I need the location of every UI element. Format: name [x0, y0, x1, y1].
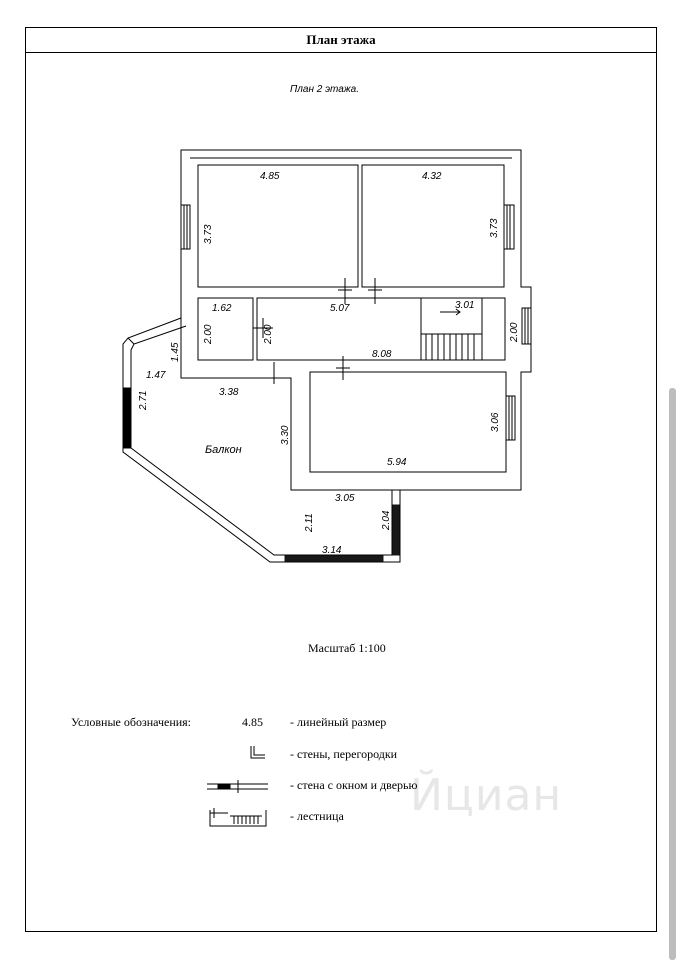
legend-title: Условные обозначения:: [71, 715, 192, 729]
dim-label: 3.01: [455, 300, 475, 311]
dim-label: 2.04: [381, 510, 392, 530]
dim-label: 3.73: [203, 224, 214, 244]
stairs-icon: [210, 808, 266, 826]
dim-label: 4.85: [260, 171, 280, 182]
dim-label: 3.05: [335, 493, 355, 504]
room-top-left: [198, 165, 358, 287]
dim-label: 3.06: [490, 412, 501, 432]
dim-label: 2.11: [304, 513, 315, 532]
window-door-icon: [207, 780, 268, 793]
dim-label: 2.00: [509, 322, 520, 342]
legend-item-dimension: - линейный размер: [290, 715, 387, 729]
balcony-outline: [123, 318, 400, 562]
legend-item-window-door: - стена с окном и дверью: [290, 778, 418, 792]
window-bottom: [506, 396, 515, 440]
outer-wall: [181, 150, 531, 490]
walls-icon: [251, 746, 265, 758]
page-title: План этажа: [26, 28, 656, 53]
window-corridor: [522, 308, 531, 344]
scrollbar[interactable]: [669, 388, 676, 960]
dim-label: 1.62: [212, 303, 232, 314]
dim-label: 5.94: [387, 457, 407, 468]
room-top-right: [362, 165, 504, 287]
watermark: Йциан: [410, 770, 563, 821]
dim-label: 3.14: [322, 545, 342, 556]
legend-item-stairs: - лестница: [290, 809, 344, 823]
dim-label: 1.47: [146, 370, 166, 381]
dim-label: 2.00: [203, 324, 214, 344]
plan-subtitle: План 2 этажа.: [290, 84, 359, 95]
legend-symbol-dimension: 4.85: [242, 715, 263, 729]
legend-item-walls: - стены, перегородки: [290, 747, 398, 761]
dim-label: 5.07: [330, 303, 350, 314]
scale-label: Масштаб 1:100: [308, 641, 386, 655]
dim-label: 8.08: [372, 349, 392, 360]
balcony-label: Балкон: [205, 444, 242, 456]
dim-label: 3.30: [280, 425, 291, 445]
dim-label: 1.45: [170, 342, 181, 362]
dim-label: 2.71: [138, 390, 149, 410]
dim-label: 4.32: [422, 171, 442, 182]
window-right: [504, 205, 514, 249]
window-left: [181, 205, 190, 249]
dim-label: 3.38: [219, 387, 239, 398]
room-bottom: [310, 372, 506, 472]
dim-label: 2.00: [263, 324, 274, 344]
dim-label: 3.73: [489, 218, 500, 238]
